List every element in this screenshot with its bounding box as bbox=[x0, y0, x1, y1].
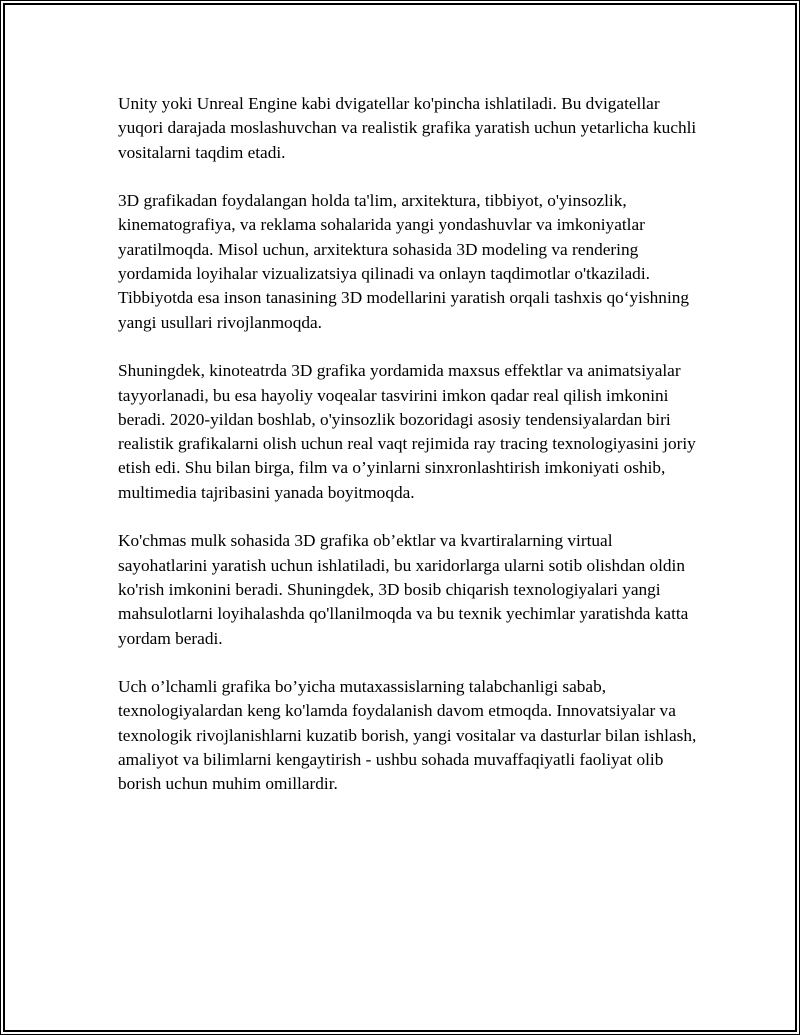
paragraph-game-engines: Unity yoki Unreal Engine kabi dvigatellar ko'pincha ishlatiladi. Bu dvigatellar yuqori darajada moslashuvchan va realistik grafika yaratish uchun yetarlicha kuchli vositalarni taqdim etadi. bbox=[118, 94, 697, 162]
paragraph-cinema-gaming: Shuningdek, kinoteatrda 3D grafika yordamida maxsus effektlar va animatsiyalar tayyorlanadi, bu esa hayoliy voqealar tasvirini imkon qadar real qilish imkonini beradi. 2020-yildan boshlab, o'yinsozlik bozoridagi asosiy tendensiyalardan biri realistik grafikalarni olish uchun real vaqt rejimida ray tracing texnologiyasini joriy etish edi. Shu bilan birga, film va o’yinlarni sinxronlashtirish imkoniyati oshib, multimedia tajribasini yanada boyitmoqda. bbox=[118, 361, 696, 502]
paragraph-specialists: Uch o’lchamli grafika bo’yicha mutaxassislarning talabchanligi sabab, texnologiyalardan keng ko'lamda foydalanish davom etmoqda. Innovatsiyalar va texnologik rivojlanishlarni kuzatib borish, yangi vositalar va dasturlar bilan ishlash, amaliyot va bilimlarni kengaytirish - ushbu sohada muvaffaqiyatli faoliyat olib borish uchun muhim omillardir. bbox=[118, 677, 697, 794]
document-body bbox=[118, 92, 698, 821]
paragraph-real-estate: Ko'chmas mulk sohasida 3D grafika ob’ektlar va kvartiralarning virtual sayohatlarini yaratish uchun ishlatiladi, bu xaridorlarga ularni sotib olishdan oldin ko'rish imkonini beradi. Shuningdek, 3D bosib chiqarish texnologiyalari yangi mahsulotlarni loyihalashda qo'llanilmoqda va bu texnik yechimlar yaratishda katta yordam beradi. bbox=[118, 531, 689, 648]
paragraph-3d-applications: 3D grafikadan foydalangan holda ta'lim, arxitektura, tibbiyot, o'yinsozlik, kinematografiya, va reklama sohalarida yangi yondashuvlar va imkoniyatlar yaratilmoqda. Misol uchun, arxitektura sohasida 3D modeling va rendering yordamida loyihalar vizualizatsiya qilinadi va onlayn taqdimotlar o'tkaziladi. Tibbiyotda esa inson tanasining 3D modellarini yaratish orqali tashxis qo‘yishning yangi usullari rivojlanmoqda. bbox=[118, 191, 690, 332]
